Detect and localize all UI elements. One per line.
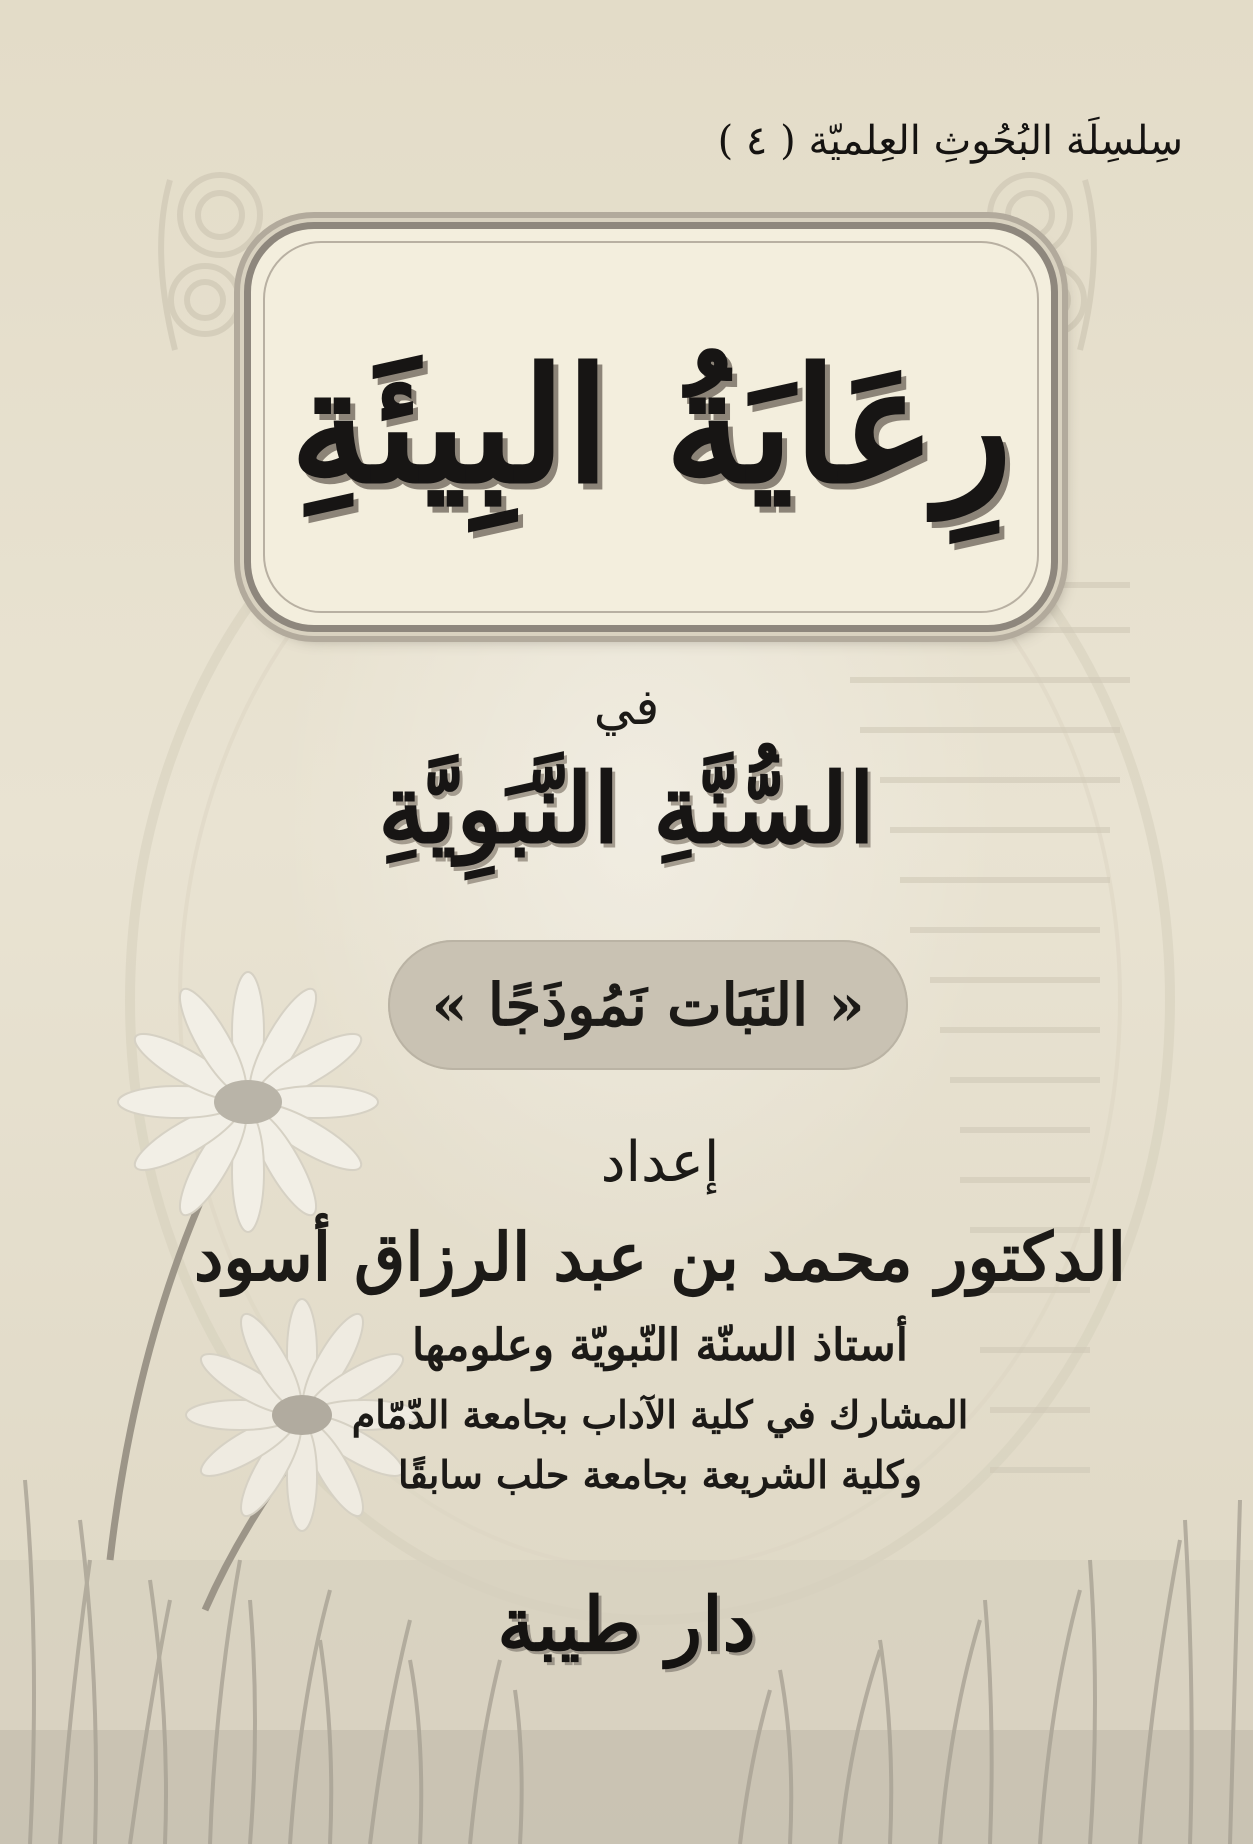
subtitle-preposition: في bbox=[593, 678, 660, 736]
author-affiliation-line-2: المشارك في كلية الآداب بجامعة الدّمّام bbox=[351, 1392, 969, 1437]
tagline-text: « النَبَات نَمُوذَجًا » bbox=[431, 971, 865, 1039]
author-name: الدكتور محمد بن عبد الرزاق أسود bbox=[194, 1218, 1126, 1296]
author-affiliation-line-3: وكلية الشريعة بجامعة حلب سابقًا bbox=[398, 1452, 922, 1497]
author-affiliation-line-1: أستاذ السنّة النّبويّة وعلومها bbox=[412, 1320, 908, 1371]
publisher-name: دار طيبة bbox=[497, 1582, 756, 1668]
series-title: سِلسِلَة البُحُوثِ العِلميّة ( ٤ ) bbox=[717, 118, 1183, 164]
book-subtitle: السُّنَّةِ النَّبَوِيَّةِ bbox=[377, 752, 876, 865]
prepared-by-label: إعداد bbox=[600, 1130, 720, 1195]
book-title: رِعَايَةُ البِيئَةِ bbox=[289, 334, 1013, 519]
